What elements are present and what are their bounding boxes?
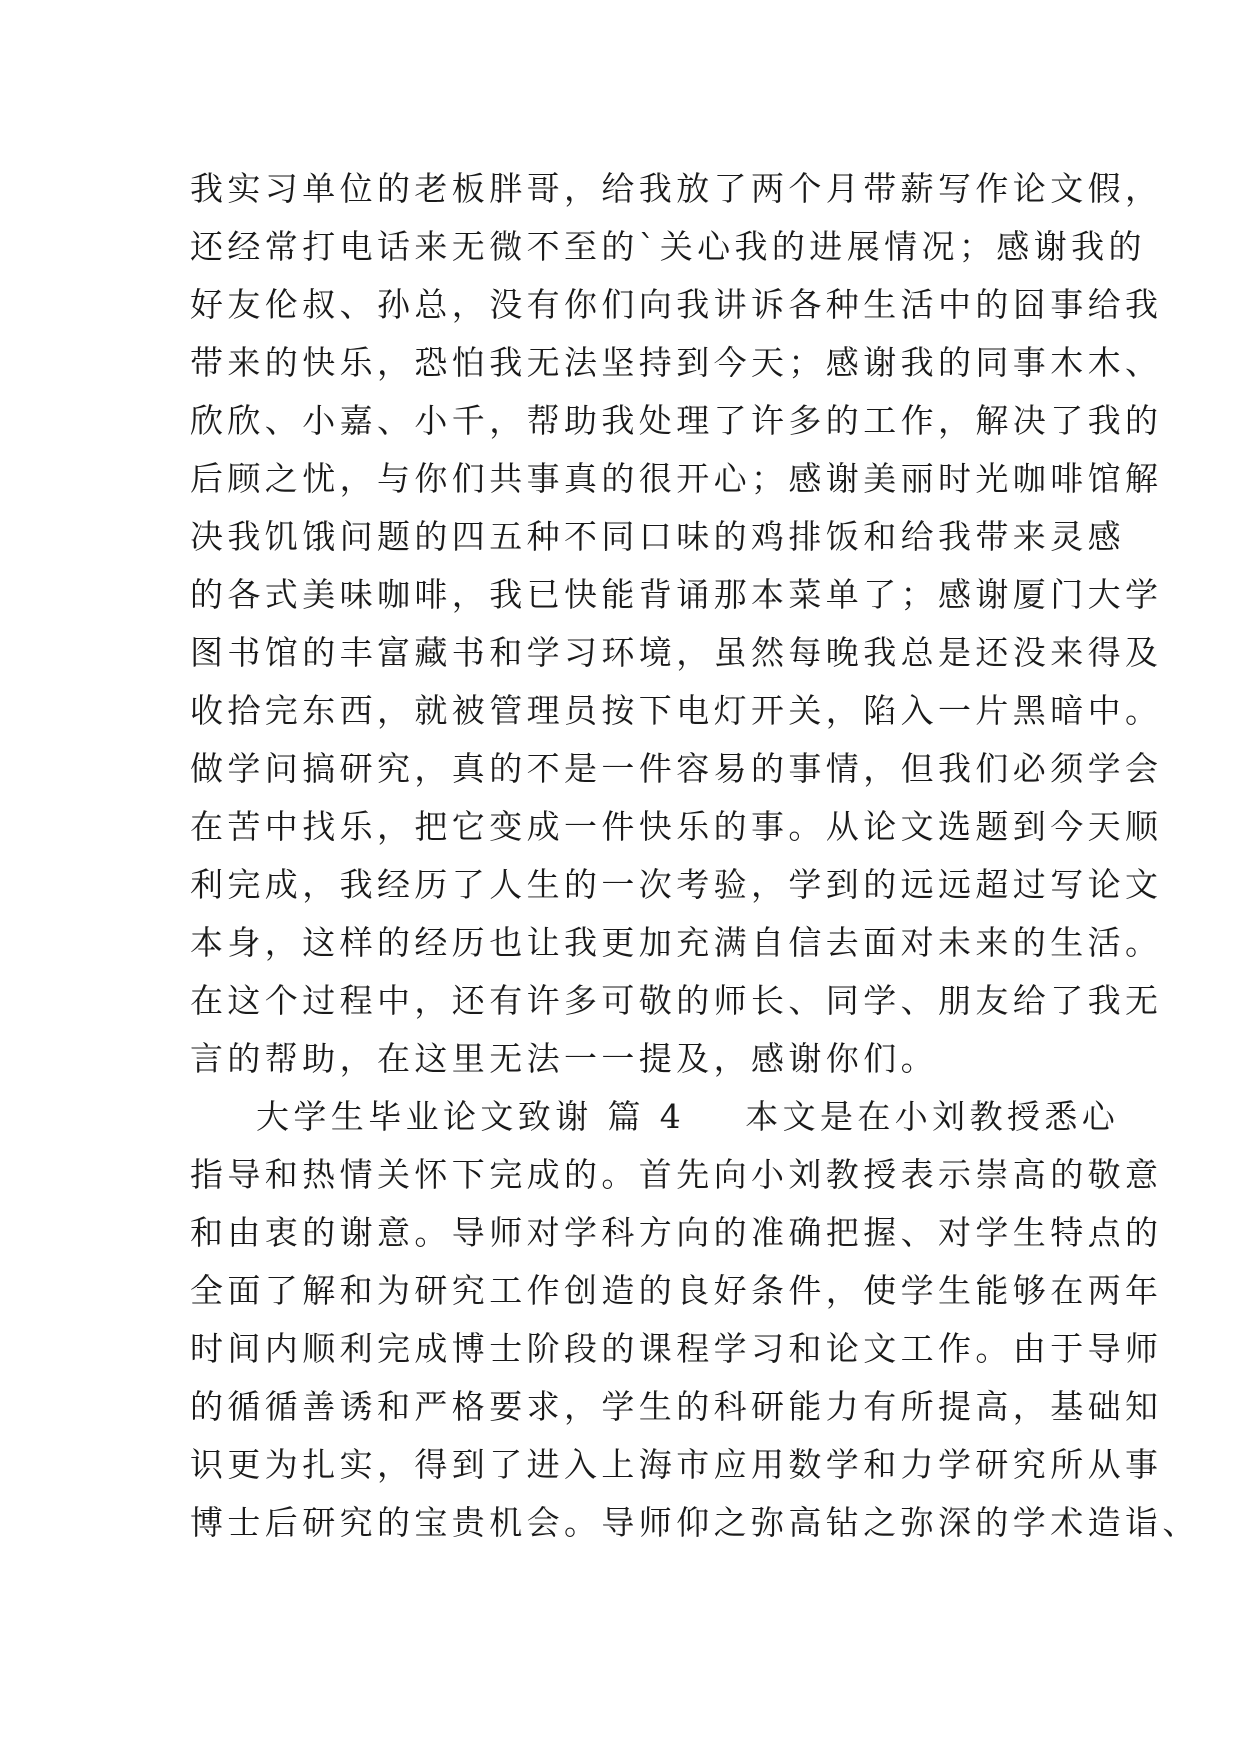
- text-line: 利完成，我经历了人生的一次考验，学到的远远超过写论文: [190, 865, 1163, 904]
- section-heading-line: [190, 1088, 1120, 1146]
- text-line: 时间内顺利完成博士阶段的课程学习和论文工作。由于导师: [190, 1329, 1163, 1368]
- text-line: 识更为扎实，得到了进入上海市应用数学和力学研究所从事: [190, 1445, 1163, 1484]
- text-line: 欣欣、小嘉、小千，帮助我处理了许多的工作，解决了我的: [190, 401, 1163, 440]
- text-line: 博士后研究的宝贵机会。导师仰之弥高钻之弥深的学术造诣、: [190, 1503, 1200, 1542]
- text-line: 决我饥饿问题的四五种不同口味的鸡排饭和给我带来灵感: [190, 517, 1125, 556]
- text-line: 的各式美味咖啡，我已快能背诵那本菜单了；感谢厦门大学: [190, 575, 1163, 614]
- text-line: 图书馆的丰富藏书和学习环境，虽然每晚我总是还没来得及: [190, 633, 1163, 672]
- text-line: 在这个过程中，还有许多可敬的师长、同学、朋友给了我无: [190, 981, 1163, 1020]
- section-first-text: 本文是在小刘教授悉心: [745, 1097, 1120, 1136]
- text-line: 还经常打电话来无微不至的`关心我的进展情况；感谢我的: [190, 227, 1146, 266]
- body-text: [190, 160, 1200, 1552]
- text-line: 在苦中找乐，把它变成一件快乐的事。从论文选题到今天顺: [190, 807, 1163, 846]
- text-line: 好友伦叔、孙总，没有你们向我讲诉各种生活中的囧事给我: [190, 285, 1163, 324]
- text-line: 本身，这样的经历也让我更加充满自信去面对未来的生活。: [190, 923, 1163, 962]
- text-line: 我实习单位的老板胖哥，给我放了两个月带薪写作论文假，: [190, 169, 1163, 208]
- section-heading: 大学生毕业论文致谢 篇 4: [256, 1097, 686, 1136]
- text-line: 后顾之忧，与你们共事真的很开心；感谢美丽时光咖啡馆解: [190, 459, 1163, 498]
- text-line: 和由衷的谢意。导师对学科方向的准确把握、对学生特点的: [190, 1213, 1163, 1252]
- text-line: 带来的快乐，恐怕我无法坚持到今天；感谢我的同事木木、: [190, 343, 1163, 382]
- text-line: 言的帮助，在这里无法一一提及，感谢你们。: [190, 1039, 938, 1078]
- text-line: 的循循善诱和严格要求，学生的科研能力有所提高，基础知: [190, 1387, 1163, 1426]
- text-line: 做学问搞研究，真的不是一件容易的事情，但我们必须学会: [190, 749, 1163, 788]
- text-line: 指导和热情关怀下完成的。首先向小刘教授表示崇高的敬意: [190, 1155, 1163, 1194]
- text-line: 收拾完东西，就被管理员按下电灯开关，陷入一片黑暗中。: [190, 691, 1163, 730]
- text-line: 全面了解和为研究工作创造的良好条件，使学生能够在两年: [190, 1271, 1163, 1310]
